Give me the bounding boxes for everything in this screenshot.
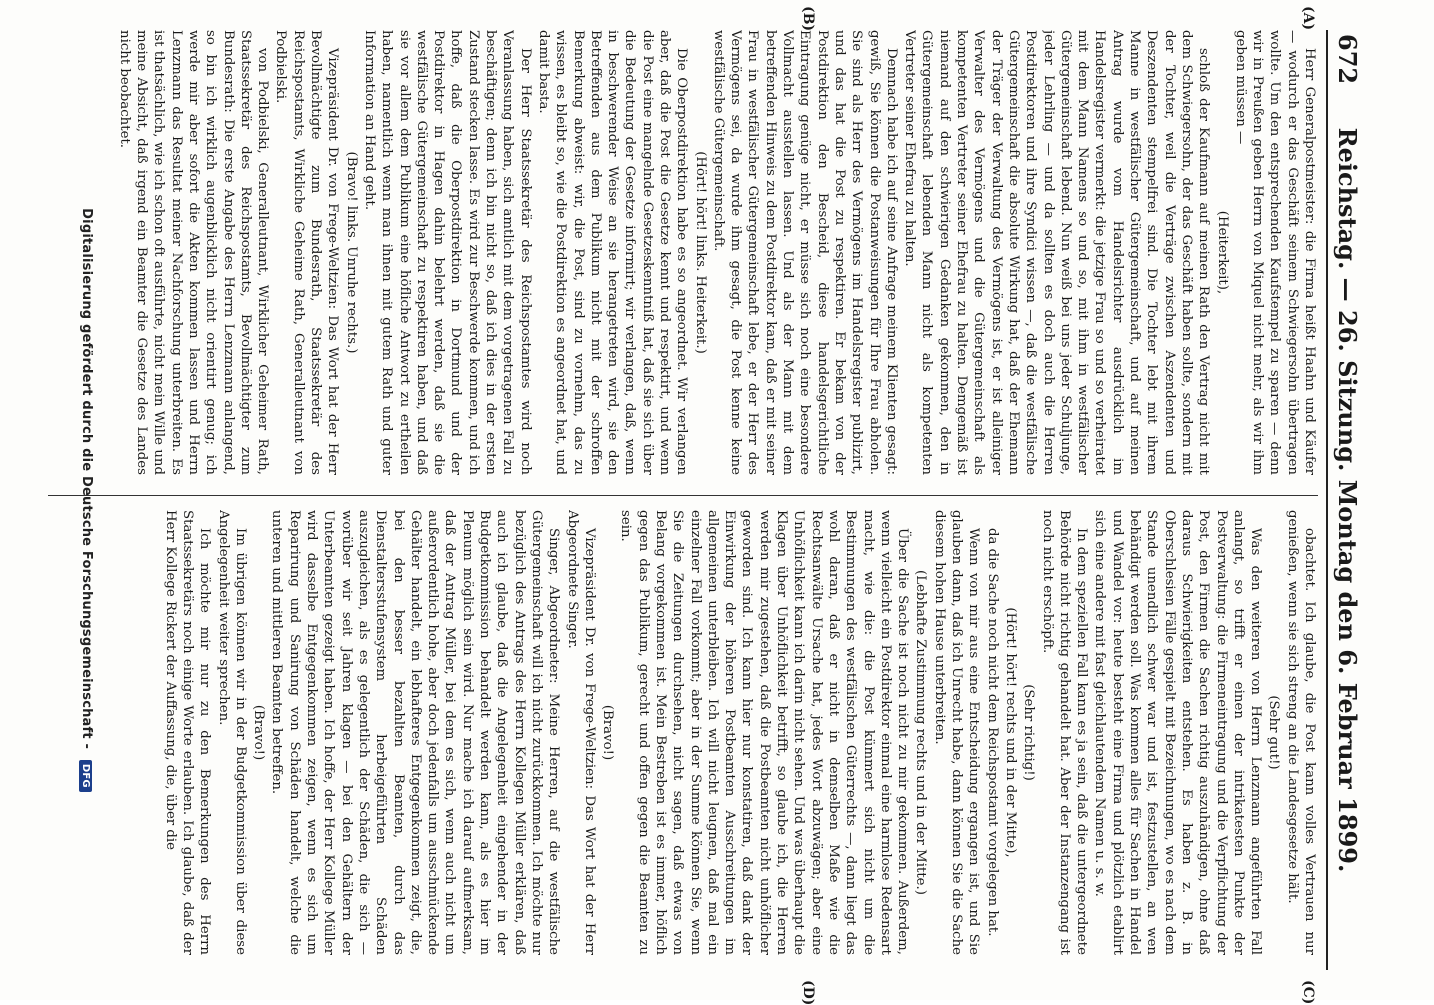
right-paragraph: Ich möchte mir nur zu den Bemerkungen des Herrn Staatssekretärs noch einige Worte erlauben. Ich glaube, daß der Herr Kollege Rickert der Auffassung, die, über die [162, 510, 213, 955]
left-paragraph: Vizepräsident Dr. von Frege-Weltzien: Das Wort hat der Herr Bevollmächtigte zum Bundesrath, Staatssekretär des Reichspostamts, Wirkliche Geheime Rath, Generalleutnant von Podbielski. [273, 30, 341, 475]
right-paragraph: Vizepräsident Dr. von Frege-Weltzien: Das Wort hat der Herr Abgeordnete Singer. [564, 510, 597, 955]
document-sheet [34, 6, 1364, 1005]
left-paragraph: Der Herr Staatssekretär des Reichspostamtes wird noch Veranlassung haben, sich amtlich mit dem vorgetragenen Fall zu beschäftigen; denn ich bin nicht so, daß ich dies in der ersten Zustand stecken lasse. Es wird zur Beschwerde kommen, und ich hoffe, daß die Oberpostdirektion in Dortmund und der Postdirektor in Hagen dahin belehrt werden, daß sie die westfälische Gütergemeinschaft zu respektiren haben, und daß sie vor allem dem Publikum eine höfliche Antwort zu ertheilen haben, namentlich wenn man ihnen mit gutem Rath und guter Information an Hand geht. [361, 30, 533, 475]
right-remark: (Sehr richtig!) [1021, 684, 1037, 781]
digitization-footer [74, 0, 94, 1000]
right-remark: (Hört! hört! rechts und in der Mitte), [1002, 607, 1018, 858]
left-remark: (Bravo! links. Unruhe rechts.) [343, 151, 359, 354]
right-paragraph: da die Sache noch nicht dem Reichspostamt vorgelegen hat. [984, 528, 1000, 937]
left-paragraph: Die Oberpostdirektion habe es so angeordnet. Wir verlangen aber, daß die Post die Gesetze kennt und respektirt, und wenn die Post eine mangelnde Gesetzeskenntniß hat, daß sie sich über die Bedeutung der Gesetze informirt; wir verlangen, daß, wenn in beschwerender Weise an sie herangetreten wird, sie den Betreffenden aus dem Publikum nicht mit der schroffen Bemerkung abweist: wir, die Post, sind zu vornehm, das zu wissen, es bleibt so, wie die Postdirektion es angeordnet hat, und damit basta. [535, 30, 690, 475]
left-paragraph: von Podbielski, Generalleutnant, Wirklicher Geheimer Rath, Staatssekretär des Reichspostamts, Bevollmächtigter zum Bundesrath: Die erste Angabe des Herrn Lenzmann anlangend, so bin ich wirklich augenblicklich nicht orientirt genug; ich werde mir aber sofort die Akten kommen lassen und Herrn Lenzmann das Resultat meiner Nachforschung unterbreiten. Es ist thatsächlich, wie ich schon oft ausführte, nicht mein Wille und meine Absicht, daß irgend ein Beamter die Gesetze des Landes nicht beobachtet. [116, 30, 271, 475]
dfg-logo: DFG [79, 760, 92, 792]
right-remark: (Bravo!) [251, 704, 267, 761]
right-remark: (Bravo!) [600, 704, 616, 761]
right-paragraph: Singer, Abgeordneter: Meine Herren, auf die westfälische Gütergemeinschaft will ich nicht zurückkommen. Ich möchte nur bezüglich des Antrags des Herrn Kollegen Müller erklären, daß auch ich glaube, daß die Angelegenheit eingehender in der Budgetkommission behandelt werden kann, als es hier im Plenum möglich sein wird. Nur mache ich darauf aufmerksam, daß der Antrag Müller, bei dem es sich, wenn auch nicht um außerordentlich hohe, aber doch jedenfalls um ausschmückende Gehälter handelt, ein lebhafteres Entgegenkommen zeigt, die, bei den besser bezahlten Beamten, durch das Dienstaltersstufensystem herbeigeführten Schäden auszugleichen, als es gelegentlich der Schäden, die sich — worüber wir seit Jahren klagen — bei den Gehältern der Unterbeamten gezeigt haben. Ich hoffe, der Herr Kollege Müller wird dasselbe Entgegenkommen zeigen, wenn es sich um Reparirung und Sanirung von Schäden handelt, welche die unteren und mittleren Beamten betreffen. [269, 510, 562, 955]
left-paragraph: Herr Generalpostmeister: die Firma heißt Haahn und Käufer — wodurch er das Geschäft seinem Schwiegersohn übertragen wollte. Um den entsprechenden Kaufstempel zu sparen — denn wir in Preußen geben Herrn von Miquel nicht mehr, als wir ihm geben müssen — [1232, 30, 1317, 475]
margin-marker-a: (A) [1300, 6, 1316, 31]
column-divider [48, 495, 1318, 496]
page-title: Reichstag. — 26. Sitzung. Montag den 6. Februar 1899. [1333, 127, 1362, 873]
margin-marker-c: (C) [1300, 980, 1316, 1005]
left-paragraph: schloß der Kaufmann auf meinen Rath den Vertrag nicht mit dem Schwiegersohn, der das Geschäft haben sollte, sondern mit der Tochter, weil die Verträge zwischen Aszendenten und Deszendenten stempelfrei sind. Die Tochter lebt mit ihrem Manne in westfälischer Gütergemeinschaft, und auf meinen Antrag wurde vom Handelsrichter ausdrücklich im Handelsregister vermerkt: die jetzige Frau so und so verheiratet mit dem Mann Namens so und so, mit ihm in westfälischer Gütergemeinschaft lebend. Nun weiß bei uns jeder Schuljunge, jeder Lehrling — und da sollten es doch auch die Herren Postdirektoren und ihre Syndici wissen —, daß die westfälische Gütergemeinschaft die absolute Wirkung hat, daß der Ehemann der Träger der Verwaltung des Vermögens ist, er ist alleiniger Verwalter des Vermögens und die Gütergemeinschaft als kompetenten Vertreter seiner Ehefrau zu halten. Demgemäß ist niemand auf den schwierigen Gedanken gekommen, den in Gütergemeinschaft lebenden Mann nicht als kompetenten Vertreter seiner Ehefrau zu halten. [902, 30, 1212, 475]
left-column [48, 30, 1318, 475]
right-paragraph: Über die Sache ist noch nicht zu mir gekommen. Außerdem, wenn vielleicht ein Postdirektor einmal eine harmlose Redensart macht, wie die: die Post kümmert sich nicht um die Bestimmungen des westfälischen Güterrechts —, dann liegt das wohl daran, daß er nicht in demselben Maße wie die Rechtsanwälte Ursache hat, jedes Wort abzuwägen; aber eine Unhöflichkeit kann ich darin nicht sehen. Und was überhaupt die Klagen über Unhöflichkeit betrifft, so glaube ich, die Herren werden mir zugestehen, daß die Postbeamten nicht unhöflicher geworden sind. Ich kann hier nur konstatiren, daß dank der Einwirkung der höheren Postbeamten Ausschreitungen im allgemeinen unterbleiben. Ich will nicht leugnen, daß mal ein einzelner Fall vorkommt; aber in der Summe können Sie, wenn Sie die Zeitungen durchsehen, nicht sagen, daß etwas von Belang vorgekommen ist. Mein Bestreben ist es immer, höflich gegen das Publikum, gerecht und offen gegen die Beamten zu sein. [618, 510, 911, 955]
right-paragraph: In dem speziellen Fall kann es ja sein, daß die untergeordnete Behörde nicht richtig gehandelt hat. Aber der Instanzengang ist noch nicht erschöpft. [1039, 510, 1090, 955]
right-column [48, 510, 1318, 955]
left-remark: (Hört! hört! links. Heiterkeit.) [692, 151, 708, 354]
right-paragraph: Im übrigen können wir in der Budgetkommission über diese Angelegenheit weiter sprechen. [215, 510, 248, 955]
right-paragraph: Was den weiteren von Herrn Lenzmann angeführten Fall anlangt, so trifft er einen der intrikatesten Punkte der Postverwaltung: die Firmeneintragung und die Verpflichtung der Post, den Firmen die Sachen richtig auszuhändigen, ohne daß daraus Schwierigkeiten entstehen. Es haben z. B. in Oberschlesien Fälle gespielt mit Bezeichnungen, wo es nach dem Stande unendlich schwer war und ist, festzustellen, an wen behändigt werden soll. Was kommen alles für Sachen in Handel und Wandel vor: heute besteht eine Firma und plötzlich etablirt sich eine andere mit fast gleichlautendem Namen u. s. w. [1092, 510, 1264, 955]
left-paragraph: Demnach habe ich auf seine Anfrage meinem Klienten gesagt: gewiß, Sie können die Postanweisungen für Ihre Frau abholen. Sie sind als Herr des Vermögens im Handelsregister publizirt, und das hat die Post zu respektiren. Er bekam von der Postdirektion den Bescheid, diese handelsgerichtliche Eintragung genüge nicht, er müsse sich noch eine besondere Vollmacht ausstellen lassen. Und als der Mann mit dem betreffenden Hinweis zu dem Postdirektor kam, daß er mit seiner Frau in westfälischer Gütergemeinschaft lebe, er der Herr des Vermögens sei, da wurde ihm gesagt, die Post kenne keine westfälische Gütergemeinschaft. [710, 30, 899, 475]
right-paragraph: Wenn von mir aus eine Entscheidung ergangen ist, und Sie glauben dann, daß ich Unrecht habe, dann können Sie die Sache diesem hohen Hause unterbreiten. [931, 510, 982, 955]
right-remark: (Lebhafte Zustimmung rechts und in der Mitte.) [913, 570, 929, 895]
left-remark: (Heiterkeit), [1214, 210, 1230, 295]
page-number: 672 [1333, 34, 1362, 85]
page-header [1326, 30, 1364, 970]
right-paragraph: obachtet. Ich glaube, die Post kann volles Vertrauen nur genießen, wenn sie sich streng an die Landesgesetze hält. [1284, 510, 1317, 955]
margin-marker-d: (D) [800, 980, 816, 1005]
footer-text: Digitalisierung gefördert durch die Deutsche Forschungsgemeinschaft - [79, 208, 94, 750]
right-remark: (Sehr gut!) [1266, 695, 1282, 770]
margin-marker-b: (B) [800, 6, 816, 32]
